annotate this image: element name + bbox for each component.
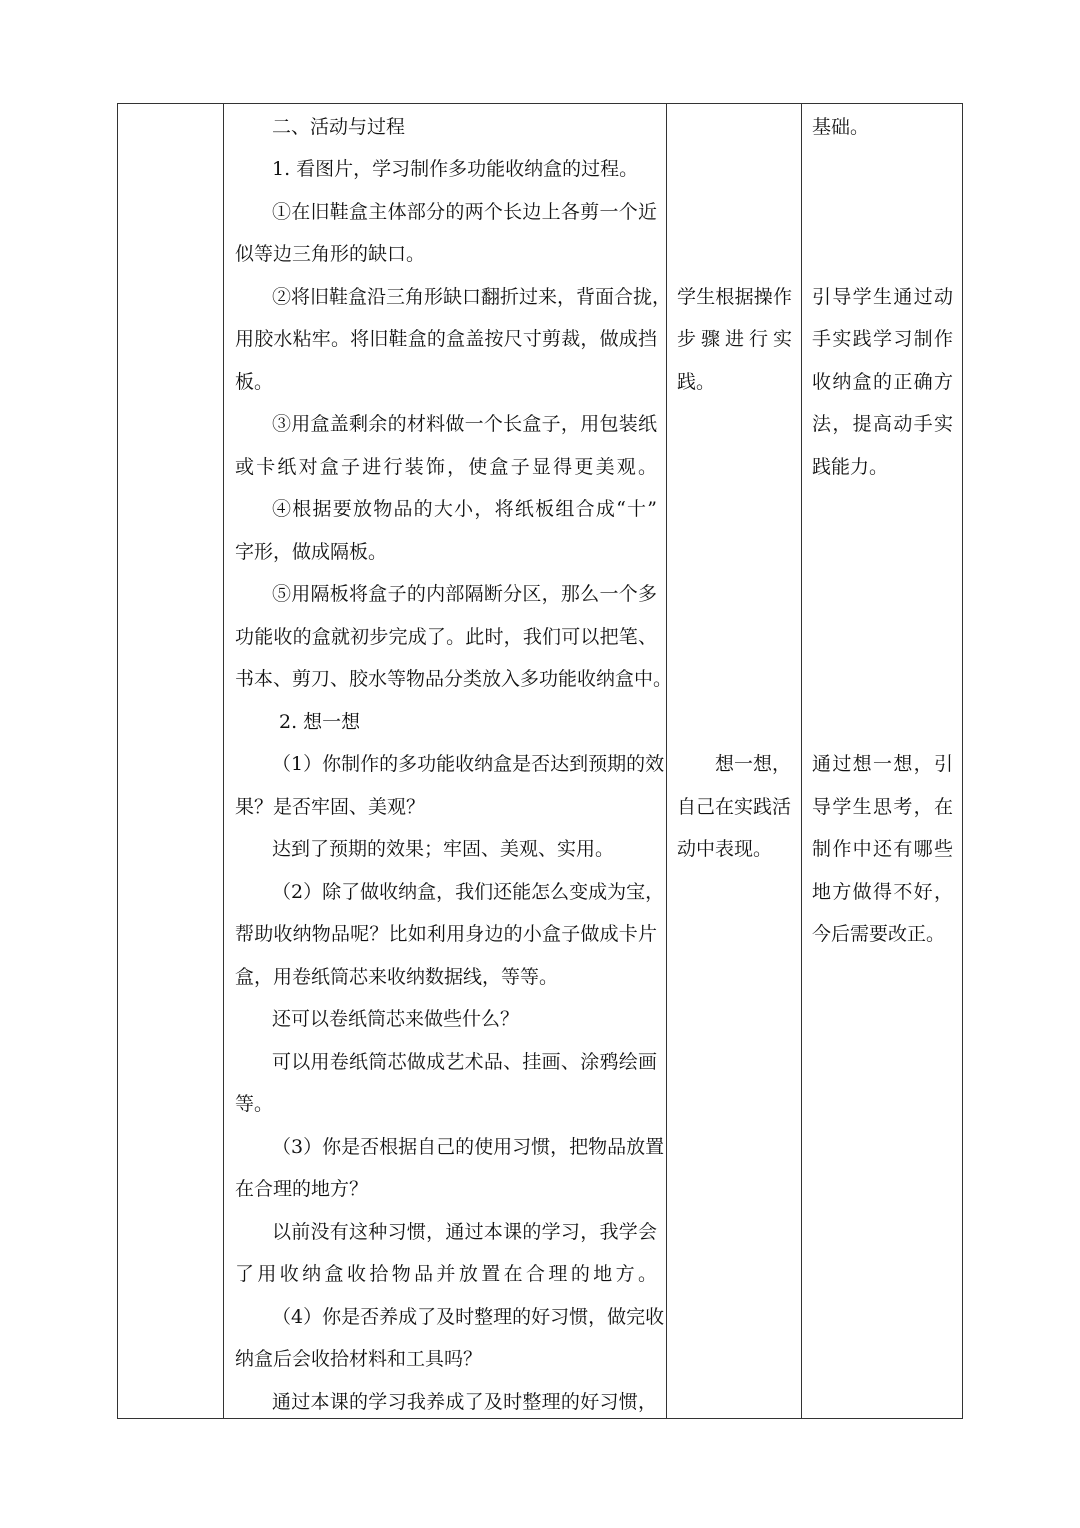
question-line: （4）你是否养成了及时整理的好习惯，做完收 — [272, 1306, 665, 1328]
step-line: 书本、剪刀、胶水等物品分类放入多功能收纳盒中。 — [235, 668, 673, 690]
question-line: 盒，用卷纸筒芯来收纳数据线，等等。 — [235, 966, 559, 988]
answer-line: 了用收纳盒收拾物品并放置在合理的地方。 — [235, 1263, 657, 1285]
student-activity-line: 步骤进行实 — [677, 328, 792, 350]
design-intent-line: 通过想一想，引 — [812, 753, 953, 775]
design-intent-line: 地方做得不好， — [812, 881, 953, 903]
step-heading-2: 2. 想一想 — [279, 711, 361, 733]
question-line: 帮助收纳物品呢？比如利用身边的小盒子做成卡片 — [235, 923, 657, 945]
question-line: （3）你是否根据自己的使用习惯，把物品放置 — [272, 1136, 665, 1158]
design-intent-line: 践能力。 — [812, 456, 889, 478]
question-line: 在合理的地方？ — [235, 1178, 369, 1200]
step-line: ①在旧鞋盒主体部分的两个长边上各剪一个近 — [272, 201, 657, 223]
question-line: （1）你制作的多功能收纳盒是否达到预期的效 — [272, 753, 665, 775]
design-intent-line: 基础。 — [812, 116, 870, 138]
step-line: ④根据要放物品的大小，将纸板组合成“十” — [272, 498, 657, 520]
question-line: 果？是否牢固、美观？ — [235, 796, 426, 818]
section-heading: 二、活动与过程 — [272, 116, 406, 138]
step-line: ③用盒盖剩余的材料做一个长盒子，用包装纸 — [272, 413, 657, 435]
question-line: （2）除了做收纳盒，我们还能怎么变成为宝， — [272, 881, 665, 903]
lesson-plan-table — [117, 103, 963, 1419]
step-line: 用胶水粘牢。将旧鞋盒的盒盖按尺寸剪裁，做成挡 — [235, 328, 657, 350]
step-line: 功能收的盒就初步完成了。此时，我们可以把笔、 — [235, 626, 657, 648]
design-intent-line: 法，提高动手实 — [812, 413, 953, 435]
answer-line: 通过本课的学习我养成了及时整理的好习惯， — [272, 1391, 657, 1413]
answer-line: 以前没有这种习惯，通过本课的学习，我学会 — [272, 1221, 657, 1243]
step-line: 字形，做成隔板。 — [235, 541, 388, 563]
step-line: 板。 — [235, 371, 274, 393]
question-line: 纳盒后会收拾材料和工具吗？ — [235, 1348, 483, 1370]
answer-line: 等。 — [235, 1093, 274, 1115]
student-activity-line: 自己在实践活 — [677, 796, 792, 818]
design-intent-line: 引导学生通过动 — [812, 286, 953, 308]
answer-line: 达到了预期的效果；牢固、美观、实用。 — [272, 838, 615, 860]
step-line: 或卡纸对盒子进行装饰，使盒子显得更美观。 — [235, 456, 657, 478]
design-intent-line: 制作中还有哪些 — [812, 838, 953, 860]
design-intent-line: 手实践学习制作 — [812, 328, 953, 350]
step-heading-1: 1. 看图片，学习制作多功能收纳盒的过程。 — [272, 158, 639, 180]
design-intent-line: 收纳盒的正确方 — [812, 371, 953, 393]
design-intent-cell — [118, 104, 964, 1418]
step-line: ⑤用隔板将盒子的内部隔断分区，那么一个多 — [272, 583, 657, 605]
student-activity-line: 践。 — [677, 371, 716, 393]
student-activity-line: 学生根据操作 — [677, 286, 792, 308]
step-line: ②将旧鞋盒沿三角形缺口翻折过来，背面合拢， — [272, 286, 672, 308]
answer-line: 可以用卷纸筒芯做成艺术品、挂画、涂鸦绘画 — [272, 1051, 657, 1073]
design-intent-line: 导学生思考，在 — [812, 796, 953, 818]
design-intent-line: 今后需要改正。 — [812, 923, 946, 945]
question-line: 还可以卷纸筒芯来做些什么？ — [272, 1008, 520, 1030]
student-activity-line: 动中表现。 — [677, 838, 773, 860]
student-activity-line: 想一想， — [715, 753, 792, 775]
step-line: 似等边三角形的缺口。 — [235, 243, 426, 265]
